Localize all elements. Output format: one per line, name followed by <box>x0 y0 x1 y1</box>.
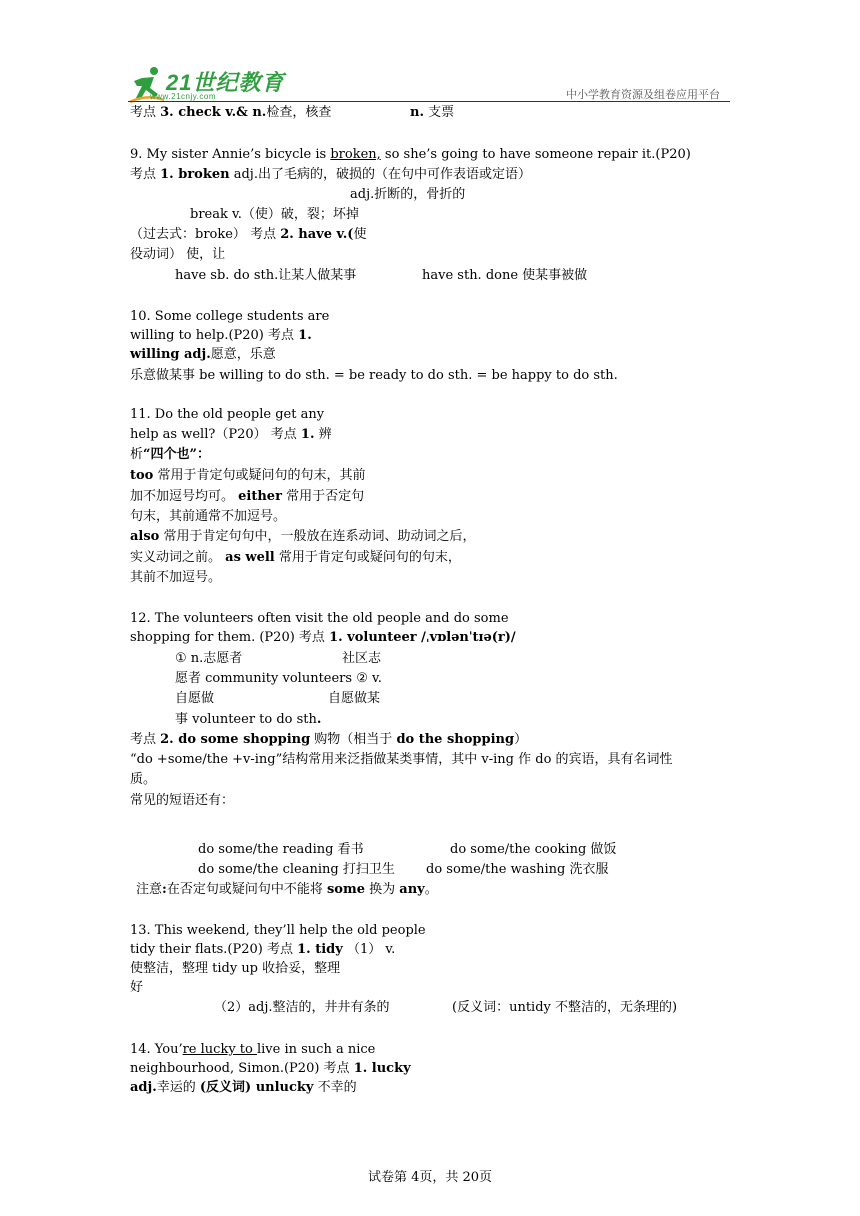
text-line: do some/the cleaning 打扫卫生 <box>198 862 395 877</box>
text: （过去式：broke） 考点 <box>130 227 281 242</box>
text: 2. do some shopping <box>160 732 311 747</box>
text-line: 11. Do the old people get any <box>130 407 325 422</box>
text: live in such a nice <box>256 1042 376 1057</box>
text-line <box>130 731 527 749</box>
text: tidy their flats.(P20) 考点 <box>130 942 298 957</box>
text-line: 其前不加逗号。 <box>130 570 222 585</box>
text: 。 <box>424 882 438 897</box>
text: also <box>130 529 160 544</box>
text: adj.出了毛病的，破损的（在句中可作表语或定语） <box>229 167 531 182</box>
text-line: adj.折断的，骨折的 <box>350 187 466 202</box>
text: 考点 <box>130 732 161 747</box>
text: 考点 <box>130 167 161 182</box>
text-line <box>130 549 461 567</box>
text: 1. broken <box>160 167 230 182</box>
text-line: 使整洁，整理 tidy up 收拾妥，整理 <box>130 961 341 976</box>
text: 加不加逗号均可。 <box>130 489 239 504</box>
text-line: 12. The volunteers often visit the old people and do some <box>130 611 509 626</box>
text-line <box>130 1079 357 1097</box>
text-line <box>130 941 395 959</box>
text: re lucky to <box>182 1042 257 1057</box>
text: some <box>326 882 365 897</box>
text-line <box>175 711 321 729</box>
text-line <box>130 426 332 444</box>
text-line: 质。 <box>130 772 157 787</box>
text-line <box>130 629 516 647</box>
text-line: 社区志 <box>342 651 382 666</box>
text-line: ① n.志愿者 <box>175 651 243 666</box>
text: 9. My sister Annie’s bicycle is <box>130 147 331 162</box>
text: n. <box>410 105 424 120</box>
text: . <box>316 712 322 727</box>
text: neighbourhood, Simon.(P20) 考点 <box>130 1061 354 1076</box>
text: adj. <box>130 1080 157 1095</box>
text: do the shopping <box>396 732 515 747</box>
text: 在否定句或疑问句中不能将 <box>166 882 327 897</box>
text: 析 <box>130 447 144 462</box>
platform-tagline: 中小学教育资源及组卷应用平台 <box>566 88 720 101</box>
header-rule <box>128 101 730 102</box>
logo-url: www.21cnjy.com <box>150 92 216 101</box>
text-line: 乐意做某事 be willing to do sth. = be ready to do sth. = be happy to do sth. <box>130 368 618 383</box>
text-line: have sth. done 使某事被做 <box>422 268 588 283</box>
text: 常用于肯定句或疑问句的句末， <box>274 550 461 565</box>
text-line <box>130 226 366 244</box>
text-line <box>130 1041 375 1059</box>
text: “四个也”： <box>143 447 210 462</box>
page-footer: 试卷第 4页，共 20页 <box>367 1170 493 1185</box>
text-line <box>130 528 476 546</box>
text: 辨 <box>314 427 332 442</box>
text: either <box>238 489 282 504</box>
text-line <box>130 1060 411 1078</box>
text-line <box>130 146 691 164</box>
text-line: do some/the reading 看书 <box>198 842 364 857</box>
text-line <box>130 467 366 485</box>
text-line: have sb. do sth.让某人做某事 <box>175 268 357 283</box>
text: ） <box>514 732 528 747</box>
text-line: 自愿做某 <box>328 691 381 706</box>
text: 1. <box>300 427 315 442</box>
text: 1. <box>298 328 312 343</box>
text-line <box>130 166 531 184</box>
text: 实义动词之前。 <box>130 550 226 565</box>
text: 事 volunteer to do sth <box>175 712 317 727</box>
text: 换为 <box>365 882 400 897</box>
text-line <box>136 881 438 899</box>
text: 检查，核查 <box>266 105 332 120</box>
text-line <box>130 104 331 122</box>
text: shopping for them. (P20) 考点 <box>130 630 330 645</box>
text: too <box>130 468 154 483</box>
text: 愿意，乐意 <box>210 347 276 362</box>
text: 常用于肯定句或疑问句的句末，其前 <box>153 468 366 483</box>
text: broken, <box>330 147 381 162</box>
text-line: 好 <box>130 980 144 995</box>
text-line <box>130 488 364 506</box>
text: 购物（相当于 <box>310 732 397 747</box>
text: 1. volunteer /ˌvɒlənˈtɪə(r)/ <box>329 630 516 645</box>
text-line: break v.（使）破，裂；坏掉 <box>190 207 359 222</box>
text: : <box>162 882 167 897</box>
text: 使 <box>353 227 367 242</box>
text: 3. check v.& n. <box>160 105 267 120</box>
logo-text: 21世纪教育 <box>166 70 285 95</box>
text: 常用于肯定句句中，一般放在连系动词、助动词之后， <box>159 529 476 544</box>
text: 常用于否定句 <box>281 489 365 504</box>
text: 1. tidy <box>297 942 343 957</box>
text: (反义词) unlucky <box>199 1080 314 1095</box>
text-line <box>410 104 454 122</box>
text: 2. have v.( <box>280 227 354 242</box>
text-line: “do +some/the +v-ing”结构常用来泛指做某类事情，其中 v-ing 作 do 的宾语，具有名词性 <box>130 752 673 767</box>
text-line <box>130 346 276 364</box>
text: so she’s going to have someone repair it.(P20) <box>380 147 691 162</box>
text: 考点 <box>130 105 161 120</box>
text-line: （2）adj.整洁的，井井有条的 <box>214 1000 390 1015</box>
text: （1） v. <box>342 942 396 957</box>
text-line: 常见的短语还有： <box>130 793 235 808</box>
text: 幸运的 <box>156 1080 200 1095</box>
text-line: do some/the cooking 做饭 <box>450 842 617 857</box>
text-line: 10. Some college students are <box>130 309 330 324</box>
text-line <box>130 446 210 464</box>
text: 1. lucky <box>353 1061 411 1076</box>
text: willing adj. <box>130 347 211 362</box>
text-line: 13. This weekend, they’ll help the old people <box>130 923 426 938</box>
text: 14. You’ <box>130 1042 183 1057</box>
text-line: 愿者 community volunteers ② v. <box>175 671 382 686</box>
text: as well <box>225 550 275 565</box>
text-line: do some/the washing 洗衣服 <box>426 862 609 877</box>
text-line: 役动词） 使，让 <box>130 247 226 262</box>
text: 不幸的 <box>313 1080 357 1095</box>
text-line <box>130 327 312 345</box>
text-line: 自愿做 <box>175 691 215 706</box>
text: 支票 <box>423 105 455 120</box>
text: 注意 <box>136 882 163 897</box>
text: help as well?（P20） 考点 <box>130 427 301 442</box>
text-line: 句末，其前通常不加逗号。 <box>130 509 287 524</box>
text-line: (反义词：untidy 不整洁的，无条理的) <box>452 1000 678 1015</box>
text: willing to help.(P20) 考点 <box>130 328 299 343</box>
text: any <box>399 882 425 897</box>
